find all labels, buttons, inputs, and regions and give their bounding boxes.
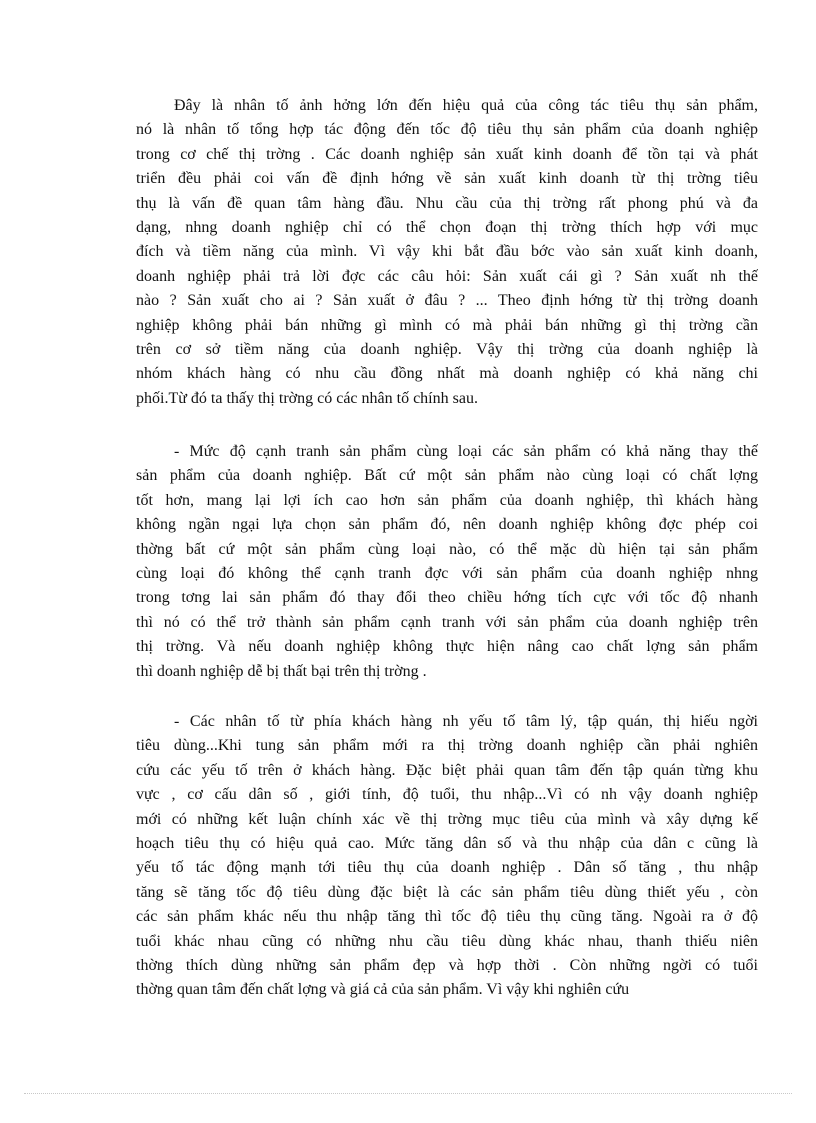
text-line: các sản phẩm khác nếu thu nhập tăng thì tốc độ tiêu thụ cũng tăng. Ngoài ra ở độ xyxy=(136,908,758,926)
text-line: nhóm khách hàng có nhu cầu đồng nhất mà doanh nghiệp có khả năng chi xyxy=(136,365,758,383)
text-line: thì doanh nghiệp dễ bị thất bại trên thị trờng . xyxy=(136,662,427,680)
text-line: trong cơ chế thị trờng . Các doanh nghiệp sản xuất kinh doanh để tồn tại và phát xyxy=(136,145,758,163)
text-line: thị trờng. Và nếu doanh nghiệp không thực hiện nâng cao chất lợng sản phẩm xyxy=(136,638,758,656)
text-line: thờng thích dùng những sản phẩm đẹp và hợp thời . Còn những ngời có tuổi xyxy=(136,957,758,975)
paragraph-market-factor xyxy=(136,94,758,411)
paragraph-competition xyxy=(136,440,758,684)
text-line: Đây là nhân tố ảnh hởng lớn đến hiệu quả của công tác tiêu thụ sản phẩm, xyxy=(174,97,758,114)
text-line: thụ là vấn đề quan tâm hàng đầu. Nhu cầu của thị trờng rất phong phú và đa xyxy=(136,194,758,212)
text-line: tăng sẽ tăng tốc độ tiêu dùng đặc biệt là các sản phẩm tiêu dùng thiết yếu , còn xyxy=(136,883,758,901)
text-line: thì nó có thể trở thành sản phẩm cạnh tranh với sản phẩm của doanh nghiệp trên xyxy=(136,613,758,631)
text-line: dạng, nhng doanh nghiệp chỉ có thể chọn đoạn thị trờng thích hợp với mục xyxy=(136,219,758,237)
text-line: hoạch tiêu thụ có hiệu quả cao. Mức tăng dân số và thu nhập của dân c cũng là xyxy=(136,835,758,853)
text-line: tốt hơn, mang lại lợi ích cao hơn sản phẩm của doanh nghiệp, thì khách hàng xyxy=(136,491,758,509)
text-line: - Mức độ cạnh tranh sản phẩm cùng loại các sản phẩm có khả năng thay thế xyxy=(174,443,758,460)
text-line: đích và tiềm năng của mình. Vì vậy khi bắt đầu bớc vào sản xuất kinh doanh, xyxy=(136,243,758,261)
text-line: triển đều phải coi vấn đề định hớng về sản xuất kinh doanh từ thị trờng tiêu xyxy=(136,170,758,188)
text-line: thờng bất cứ một sản phẩm cùng loại nào, có thể mặc dù hiện tại sản phẩm xyxy=(136,540,758,558)
text-line: cùng loại đó không thể cạnh tranh đợc với sản phẩm của doanh nghiệp nhng xyxy=(136,565,758,583)
text-line: doanh nghiệp phải trả lời đợc các câu hỏi: Sản xuất cái gì ? Sản xuất nh thế xyxy=(136,267,758,285)
text-line: sản phẩm của doanh nghiệp. Bất cứ một sản phẩm nào cùng loại có chất lợng xyxy=(136,467,758,485)
text-line: trên cơ sở tiềm năng của doanh nghiệp. Vậy thị trờng của doanh nghiệp là xyxy=(136,341,758,359)
text-line: nghiệp không phải bán những gì mình có mà phải bán những gì thị trờng cần xyxy=(136,316,758,334)
text-line: cứu các yếu tố trên ở khách hàng. Đặc biệt phải quan tâm đến tập quán từng khu xyxy=(136,761,758,779)
text-line: tiêu dùng...Khi tung sản phẩm mới ra thị trờng doanh nghiệp cần phải nghiên xyxy=(136,737,758,755)
text-line: trong tơng lai sản phẩm đó thay đổi theo chiều hớng tích cực với tốc độ nhanh xyxy=(136,589,758,607)
paragraph-customer-factors xyxy=(136,710,758,1003)
page-bottom-rule xyxy=(24,1093,792,1094)
text-line: phối.Từ đó ta thấy thị trờng có các nhân tố chính sau. xyxy=(136,389,478,407)
text-line: nào ? Sản xuất cho ai ? Sản xuất ở đâu ? ... Theo định hớng từ thị trờng doanh xyxy=(136,292,758,310)
text-line: nó là nhân tố tổng hợp tác động đến tốc độ tiêu thụ sản phẩm của doanh nghiệp xyxy=(136,121,758,139)
text-line: tuổi khác nhau cũng có những nhu cầu tiêu dùng khác nhau, thanh thiếu niên xyxy=(136,932,758,950)
text-line: thờng quan tâm đến chất lợng và giá cả của sản phẩm. Vì vậy khi nghiên cứu xyxy=(136,981,630,999)
text-line: không ngần ngại lựa chọn sản phẩm đó, nên doanh nghiệp không đợc phép coi xyxy=(136,516,758,534)
text-line: vực , cơ cấu dân số , giới tính, độ tuổi, thu nhập...Vì có nh vậy doanh nghiệp xyxy=(136,786,758,804)
text-line: yếu tố tác động mạnh tới tiêu thụ của doanh nghiệp . Dân số tăng , thu nhập xyxy=(136,859,758,877)
text-line: - Các nhân tố từ phía khách hàng nh yếu tố tâm lý, tập quán, thị hiếu ngời xyxy=(174,713,758,730)
text-line: mới có những kết luận chính xác về thị trờng mục tiêu của mình và xây dựng kế xyxy=(136,810,758,828)
